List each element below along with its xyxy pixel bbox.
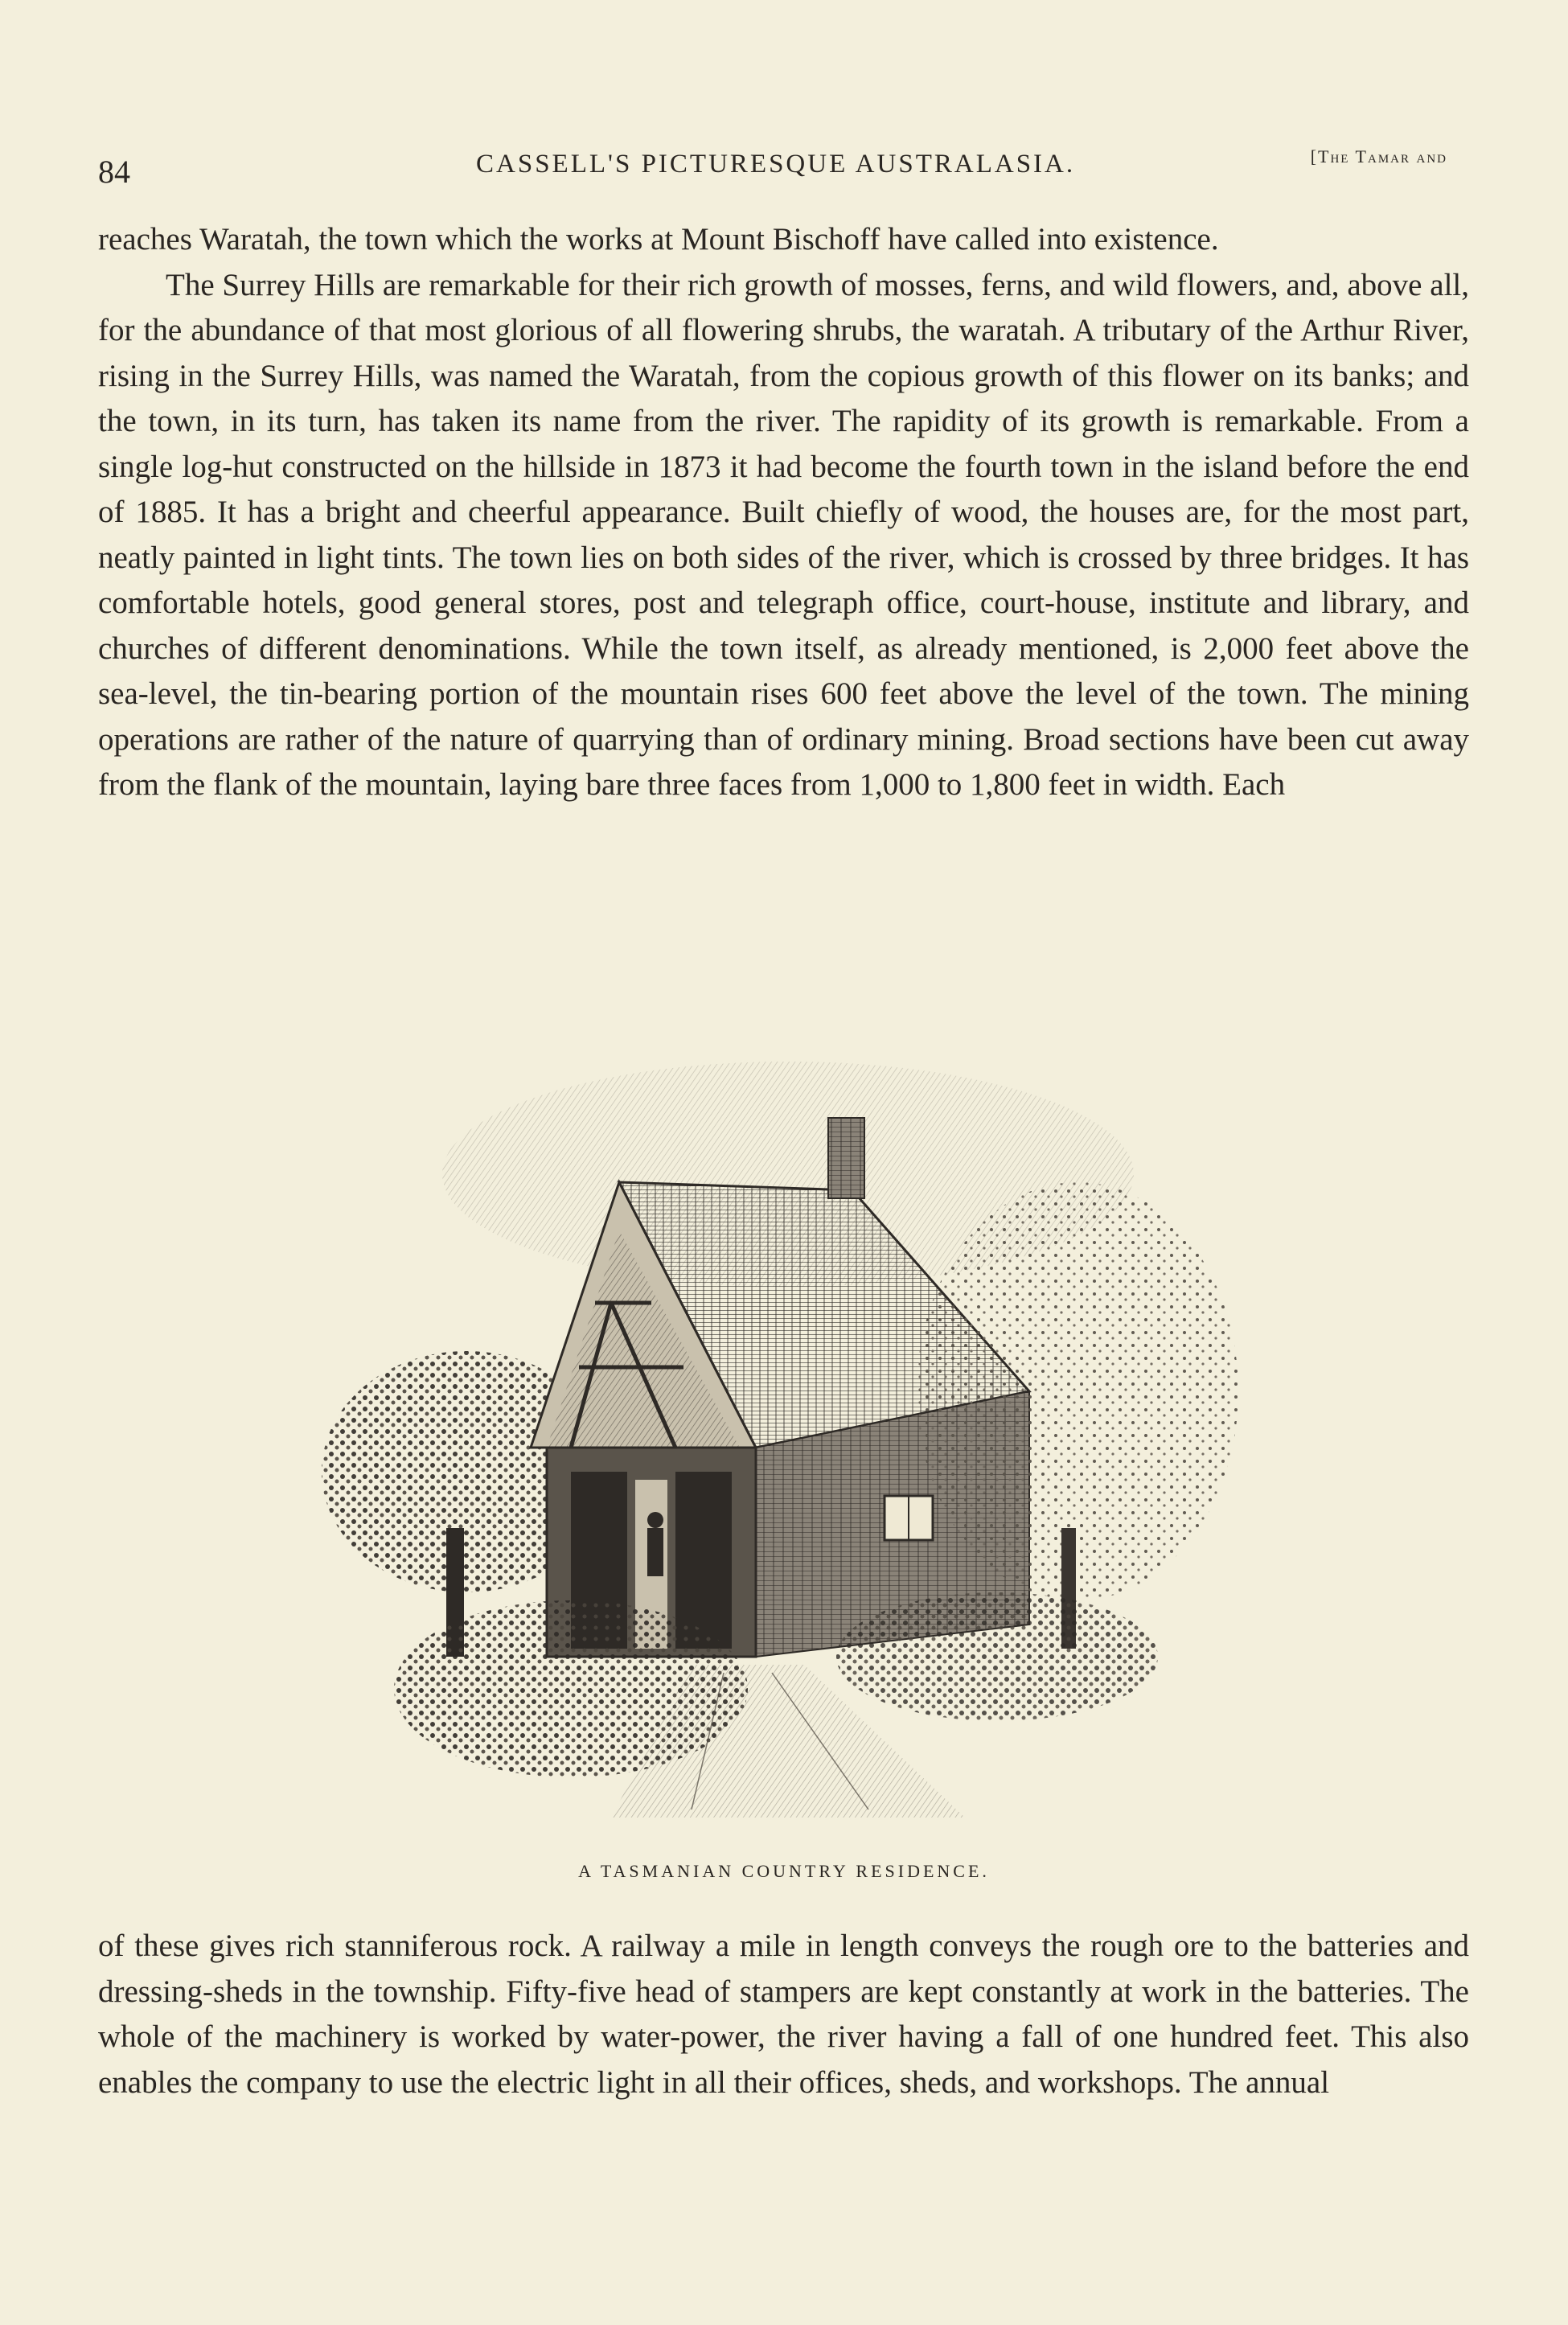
paragraph-continuation: reaches Waratah, the town which the works at Mount Bischoff have called into existence. <box>98 222 1219 257</box>
paragraph-continuation-bottom: of these gives rich stanniferous rock. A railway a mile in length conveys the rough ore to the batteries and dressing-sheds in the township. Fifty-five head of stampers are kept constantly at work in the batteries. The whole of the machinery is worked by water-power, the river having a fall of one hundred feet. This also enables the company to use the electric light in all their offices, sheds, and workshops. The annual <box>98 1929 1469 2100</box>
body-text-top <box>98 217 1469 808</box>
country-residence-engraving <box>306 1045 1270 1834</box>
body-text-bottom <box>98 1924 1469 2105</box>
section-tag: [The Tamar and <box>1310 146 1447 166</box>
running-title: CASSELL'S PICTURESQUE AUSTRALASIA. <box>476 150 1076 179</box>
page-number: 84 <box>98 154 130 190</box>
page-header <box>98 146 1447 195</box>
paragraph-surrey-hills: The Surrey Hills are remarkable for their rich growth of mosses, ferns, and wild flowers, and, above all, for the abundance of that most glorious of all flowering shrubs, the waratah. A tributary of the Arthur River, rising in the Surrey Hills, was named the Waratah, from the copious growth of this flower on its banks; and the town, in its turn, has taken its name from the river. The rapidity of its growth is remarkable. From a single log-hut constructed on the hillside in 1873 it had become the fourth town in the island before the end of 1885. It has a bright and cheerful appearance. Built chiefly of wood, the houses are, for the most part, neatly painted in light tints. The town lies on both sides of the river, which is crossed by three bridges. It has comfortable hotels, good general stores, post and telegraph office, court-house, institute and library, and churches of different denominations. While the town itself, as already mentioned, is 2,000 feet above the sea-level, the tin-bearing portion of the mountain rises 600 feet above the level of the town. The mining operations are rather of the nature of quarrying than of ordinary mining. Broad sections have been cut away from the flank of the mountain, laying bare three faces from 1,000 to 1,800 feet in width. Each <box>98 267 1469 802</box>
figure-caption: A TASMANIAN COUNTRY RESIDENCE. <box>578 1861 990 1881</box>
